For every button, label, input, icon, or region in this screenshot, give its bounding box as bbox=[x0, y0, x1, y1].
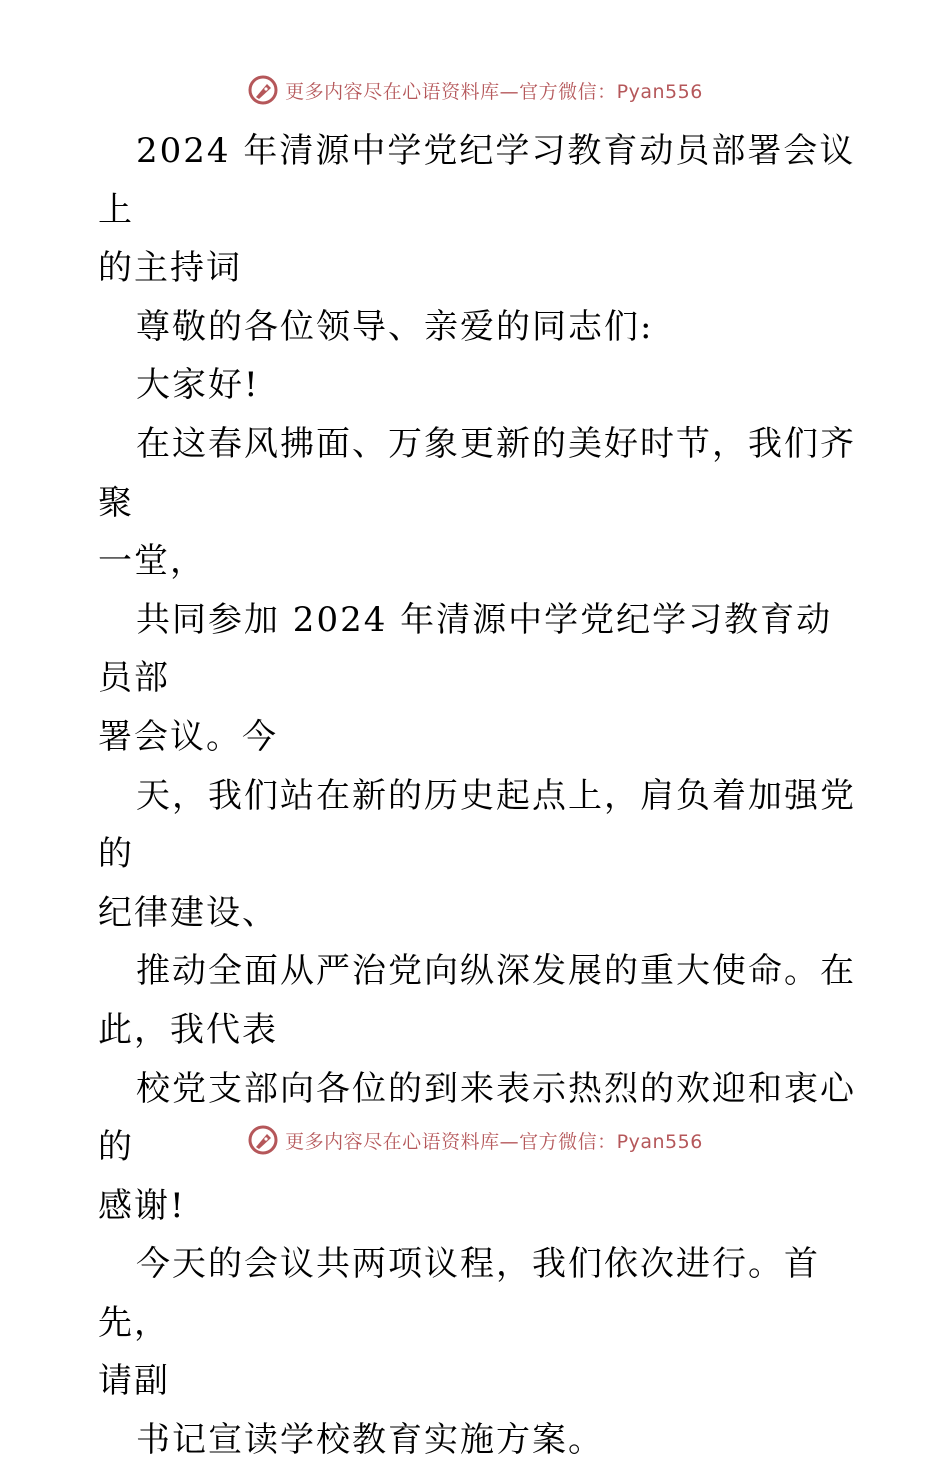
footer-watermark bbox=[0, 1120, 950, 1160]
title-line-2: 的主持词 bbox=[98, 248, 242, 289]
paragraph-line: 感谢! bbox=[98, 1185, 186, 1226]
pen-nib-logo-icon bbox=[247, 1124, 279, 1156]
paragraph-line: 推动全面从严治党向纵深发展的重大使命。在 bbox=[136, 951, 856, 992]
watermark-text: 更多内容尽在心语资料库—官方微信：Pyan556 bbox=[285, 80, 703, 103]
paragraph-line: 此，我代表 bbox=[98, 1009, 278, 1050]
paragraph-line: 书记宣读学校教育实施方案。 bbox=[136, 1420, 604, 1461]
watermark-text: 更多内容尽在心语资料库—官方微信：Pyan556 bbox=[285, 1130, 703, 1153]
paragraph-line: 天，我们站在新的历史起点上，肩负着加强党的 bbox=[98, 775, 856, 875]
paragraph-line: 共同参加 2024 年清源中学党纪学习教育动员部 bbox=[98, 599, 833, 699]
greeting: 大家好! bbox=[136, 365, 260, 406]
paragraph-line: 请副 bbox=[98, 1361, 170, 1402]
paragraph-line: 在这春风拂面、万象更新的美好时节，我们齐聚 bbox=[98, 423, 856, 523]
title-line-1: 2024 年清源中学党纪学习教育动员部署会议上 bbox=[98, 131, 856, 230]
paragraph-line: 一堂， bbox=[98, 541, 206, 582]
paragraph-line: 今天的会议共两项议程，我们依次进行。首先， bbox=[98, 1244, 820, 1343]
paragraph-line: 署会议。今 bbox=[98, 716, 278, 757]
document-body bbox=[98, 122, 858, 1470]
pen-nib-logo-icon bbox=[247, 74, 279, 106]
header-watermark bbox=[0, 70, 950, 110]
paragraph-line: 校党支部向各位的到来表示热烈的欢迎和衷心的 bbox=[98, 1068, 856, 1168]
salutation: 尊敬的各位领导、亲爱的同志们: bbox=[136, 306, 654, 347]
paragraph-line: 纪律建设、 bbox=[98, 892, 278, 933]
